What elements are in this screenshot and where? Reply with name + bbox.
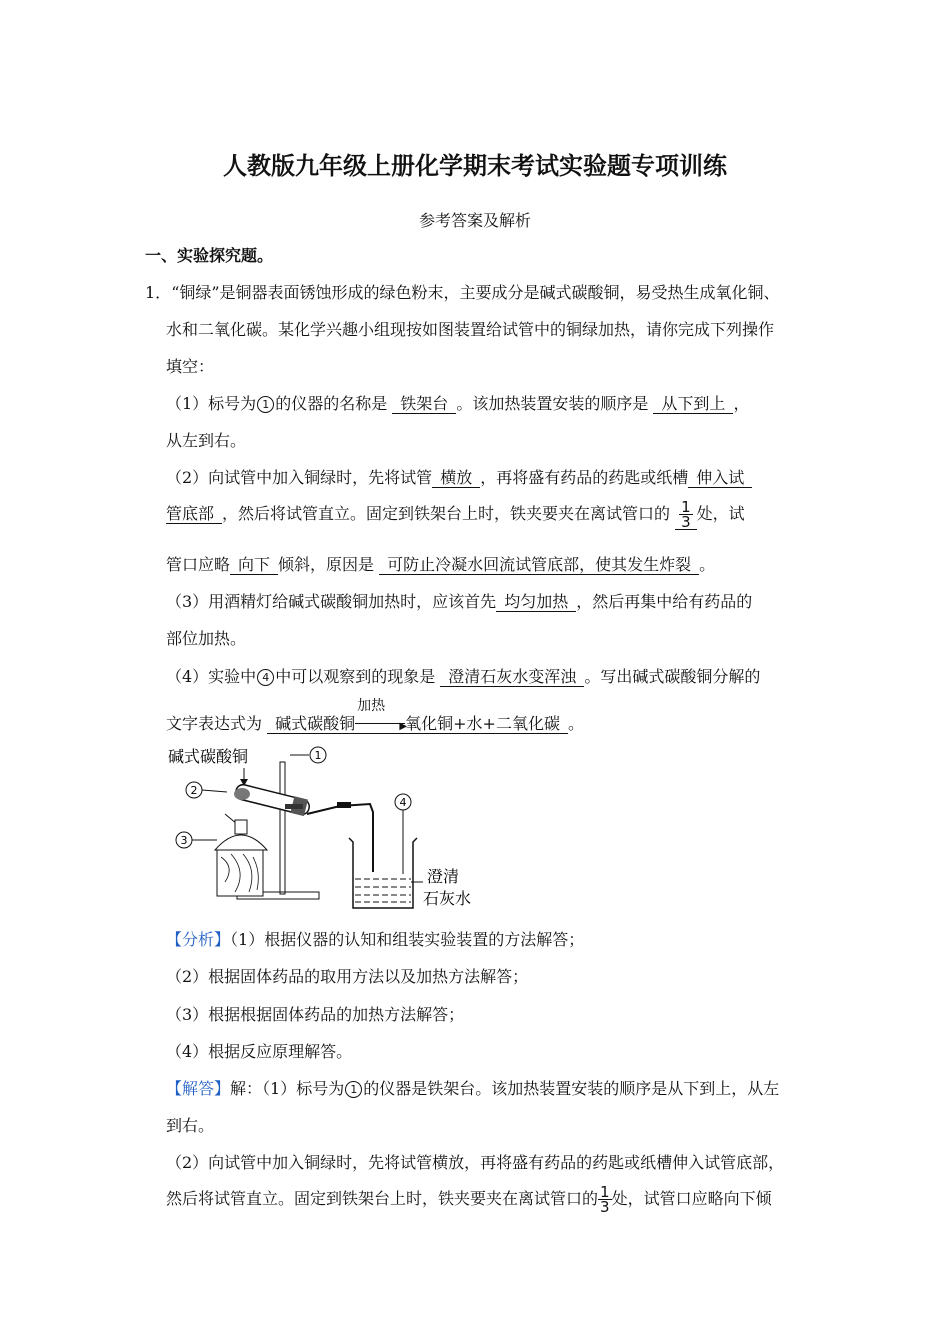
figure-label-3: 3 <box>180 834 188 847</box>
analysis-tag: 【分析】 <box>166 930 231 949</box>
fraction-one-third: $\frac{1}{3}$ <box>600 1183 610 1216</box>
q1-intro-line-1: 1．“铜绿”是铜器表面锈蚀形成的绿色粉末，主要成分是碱式碳酸铜，易受热生成氧化铜、 <box>145 283 780 302</box>
q1-part3-line-1: （3）用酒精灯给碱式碳酸铜加热时，应该首先 均匀加热 ，然后再集中给有药品的 <box>166 592 753 611</box>
answer-blank-3: 横放 <box>432 469 480 488</box>
q1-intro-line-3: 填空： <box>166 357 215 376</box>
q1-part4-line-2: 文字表达式为 碱式碳酸铜 加热 ▶ 氧化铜+水+二氧化碳 。 <box>166 698 584 733</box>
fraction-one-third: $\frac{1}{3}$ <box>681 498 691 531</box>
section-heading: 一、实验探究题。 <box>145 246 274 265</box>
analysis-line-2: （2）根据固体药品的取用方法以及加热方法解答； <box>166 967 529 986</box>
q1-part2-line-1: （2）向试管中加入铜绿时，先将试管 横放 ，再将盛有药品的药匙或纸槽 伸入试 <box>166 465 752 488</box>
circled-number-4: 4 <box>257 669 274 686</box>
q1-part2-line-3: 管口应略 向下 倾斜，原因是 可防止冷凝水回流试管底部，使其发生炸裂 。 <box>166 555 716 574</box>
answer-blank-equation: 碱式碳酸铜 加热 ▶ 氧化铜+水+二氧化碳 <box>267 711 568 734</box>
q1-part2-line-2: 管底部 ，然后将试管直立。固定到铁架台上时，铁夹要夹在离试管口的 $\frac{1}{3}$ 处，试 <box>166 498 745 531</box>
answer-line-2: 到右。 <box>166 1116 215 1135</box>
answer-blank-4a: 伸入试 <box>688 469 752 488</box>
analysis-line-1: 【分析】（1）根据仪器的认知和组装实验装置的方法解答； <box>166 930 585 949</box>
figure-label-copper-carbonate: 碱式碳酸铜 <box>168 747 249 766</box>
q1-part1-line-2: 从左到右。 <box>166 431 247 450</box>
q1-part4-line-1: （4）实验中 4 中可以观察到的现象是 澄清石灰水变浑浊 。写出碱式碳酸铜分解的 <box>166 667 761 686</box>
reaction-arrow-icon: 加热 ▶ <box>357 698 408 732</box>
answer-blank-7: 均匀加热 <box>496 593 576 612</box>
figure-label-clear: 澄清 <box>427 867 460 886</box>
answer-blank-5: 向下 <box>230 556 278 575</box>
answer-blank-8: 澄清石灰水变浑浊 <box>440 668 584 687</box>
circled-number-1: 1 <box>257 396 274 413</box>
answer-blank-4b: 管底部 <box>166 505 222 524</box>
page-subtitle: 参考答案及解析 <box>418 211 531 230</box>
answer-blank-2: 从下到上 <box>653 395 733 414</box>
apparatus-figure <box>165 742 485 912</box>
q1-part1-line-1: （1）标号为 1 的仪器的名称是 铁架台 。该加热装置安装的顺序是 从下到上 ， <box>166 394 750 413</box>
circled-number-1: 1 <box>345 1081 362 1098</box>
answer-line-3: （2）向试管中加入铜绿时，先将试管横放，再将盛有药品的药匙或纸槽伸入试管底部， <box>166 1153 785 1172</box>
answer-line-4: 然后将试管直立。固定到铁架台上时，铁夹要夹在离试管口的 $\frac{1}{3}$ 处，试管口应略向下倾 <box>166 1183 772 1216</box>
answer-line-1: 【解答】解：（1）标号为 1 的仪器是铁架台。该加热装置安装的顺序是从下到上，从左 <box>166 1079 780 1098</box>
q1-part3-line-2: 部位加热。 <box>166 629 247 648</box>
figure-label-1: 1 <box>314 749 322 762</box>
figure-label-4: 4 <box>399 796 407 809</box>
answer-blank-6: 可防止冷凝水回流试管底部，使其发生炸裂 <box>379 556 699 575</box>
analysis-line-4: （4）根据反应原理解答。 <box>166 1042 353 1061</box>
analysis-line-3: （3）根据根据固体药品的加热方法解答； <box>166 1005 465 1024</box>
q1-intro-line-2: 水和二氧化碳。某化学兴趣小组现按如图装置给试管中的铜绿加热，请你完成下列操作 <box>166 320 775 339</box>
answer-blank-1: 铁架台 <box>392 395 456 414</box>
answer-tag: 【解答】 <box>166 1079 231 1098</box>
figure-label-2: 2 <box>190 784 198 797</box>
figure-label-limewater: 石灰水 <box>423 889 472 908</box>
page-title: 人教版九年级上册化学期末考试实验题专项训练 <box>223 152 727 180</box>
